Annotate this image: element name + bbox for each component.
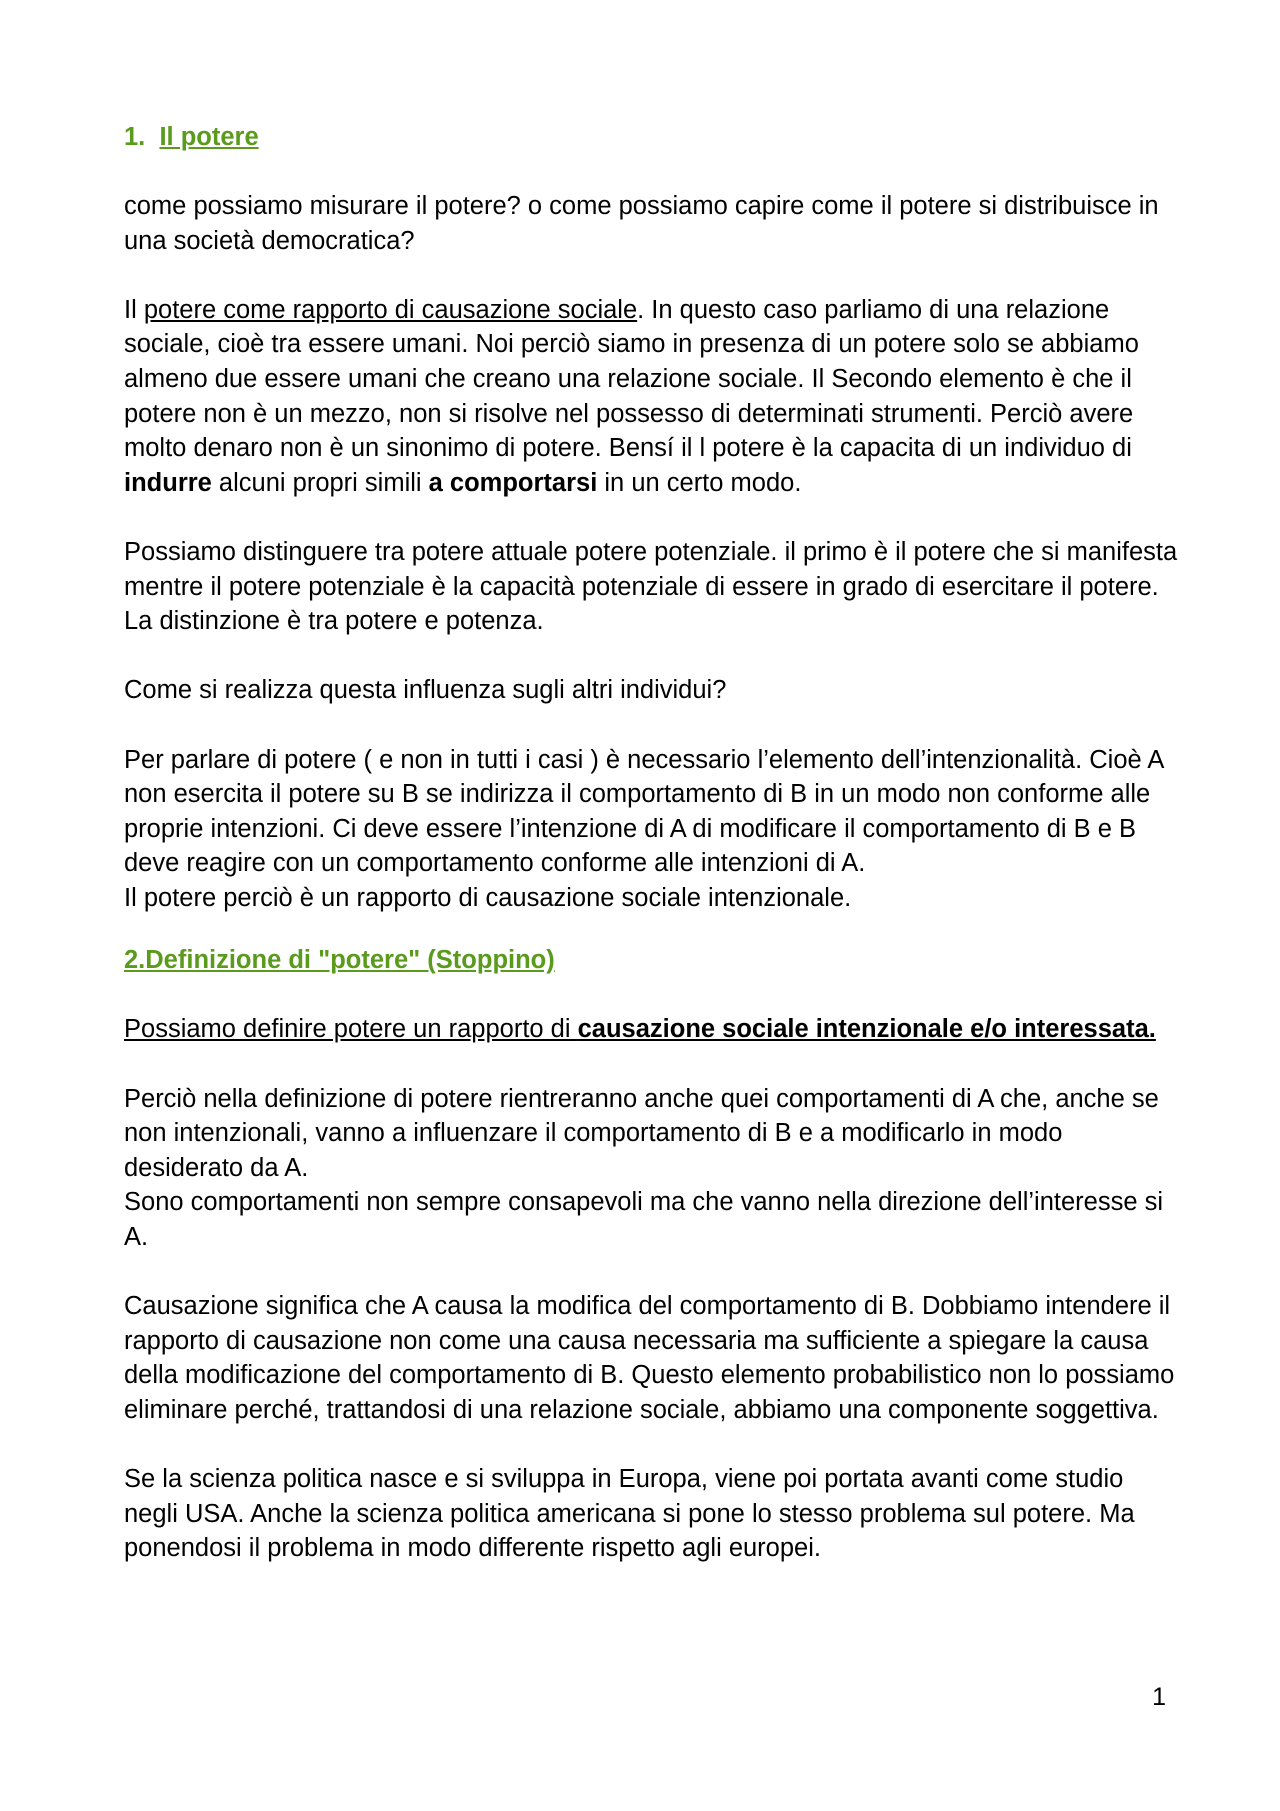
underlined-phrase: potere come rapporto di causazione sociale — [143, 295, 638, 324]
text-run: alcuni propri simili — [211, 468, 429, 497]
paragraph: Sono comportamenti non sempre consapevoli ma che vanno nella direzione dell’interesse si A. — [124, 1188, 1164, 1252]
document-page — [124, 120, 1180, 1566]
paragraph: Perciò nella definizione di potere rientreranno anche quei comportamenti di A che, anche se non intenzionali, vanno a influenzare il comportamento di B e a modificarlo in modo desiderato da A. — [124, 1084, 1159, 1182]
paragraph: Se la scienza politica nasce e si sviluppa in Europa, viene poi portata avanti come studio negli USA. Anche la scienza politica americana si pone lo stesso problema sul potere. Ma ponendosi il problema in modo differente rispetto agli europei. — [124, 1465, 1135, 1563]
paragraph: Per parlare di potere ( e non in tutti i casi ) è necessario l’elemento dell’intenzionalità. Cioè A non esercita il potere su B se indirizza il comportamento di B in un modo non conforme alle proprie intenzioni. Ci deve essere l’intenzione di A di modificare il comportamento di B e B deve reagire con un comportamento conforme alle intenzioni di A. — [124, 745, 1163, 878]
text-run: in un certo modo. — [597, 468, 802, 497]
paragraph: Come si realizza questa influenza sugli altri individui? — [124, 676, 727, 705]
paragraph — [124, 293, 1180, 501]
text-run: Possiamo definire potere un rapporto di — [124, 1015, 578, 1044]
paragraph: Causazione significa che A causa la modifica del comportamento di B. Dobbiamo intendere il rapporto di causazione non come una causa necessaria ma sufficiente a spiegare la causa della modificazione del comportamento di B. Questo elemento probabilistico non lo possiamo eliminare perché, trattandosi di una relazione sociale, abbiamo una componente soggettiva. — [124, 1292, 1175, 1424]
text-run: . In questo caso parliamo di una relazione sociale, cioè tra essere umani. Noi perciò siamo in presenza di un potere solo se abbiamo almeno due essere umani che creano una relazione sociale. Il Secondo elemento è che il potere non è un mezzo, non si risolve nel possesso di determinati strumenti. Perciò avere molto denaro non è un sinonimo di potere. Bensí il l potere è la capacita di un individuo di — [124, 295, 1139, 463]
paragraph: come possiamo misurare il potere? o come possiamo capire come il potere si distribuisce in una società democratica? — [124, 192, 1159, 255]
text-run: Il — [124, 295, 144, 324]
section-number: 1. — [124, 123, 146, 151]
page-number: 1 — [1152, 1683, 1166, 1711]
section-title: Il potere — [159, 123, 259, 151]
bold-term: causazione sociale intenzionale e/o interessata. — [577, 1015, 1156, 1044]
section-title: 2.Definizione di "potere" (Stoppino) — [124, 946, 555, 975]
section-heading-1 — [124, 120, 1180, 156]
bold-term: indurre — [124, 468, 212, 497]
paragraph: Il potere perciò è un rapporto di causazione sociale intenzionale. — [124, 883, 852, 912]
section-heading-2 — [124, 943, 1180, 979]
definition-paragraph — [124, 1012, 1180, 1047]
bold-term: a comportarsi — [428, 468, 598, 497]
paragraph: Possiamo distinguere tra potere attuale potere potenziale. il primo è il potere che si manifesta mentre il potere potenziale è la capacità potenziale di essere in grado di esercitare il potere. La distinzione è tra potere e potenza. — [124, 537, 1178, 636]
